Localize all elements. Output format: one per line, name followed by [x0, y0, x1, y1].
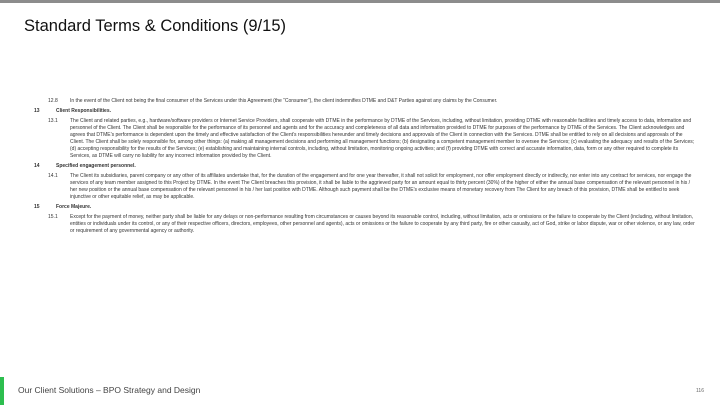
clause-12-8 [48, 98, 696, 105]
clause-number: 14.1 [48, 173, 58, 179]
clause-15-1 [48, 214, 696, 235]
footer-text: Our Client Solutions – BPO Strategy and Design [18, 385, 201, 395]
footer-accent-bar [0, 377, 4, 405]
section-title: Client Responsibilities. [56, 108, 112, 114]
clause-text: The Client and related parties, e.g., hardware/software providers or Internet Service Providers, shall cooperate with DTME in the performance by DTME of the Services, including, without limitation, providing DTME with reasonable facilities and timely access to data, information and personnel of the Client. The Client shall be responsible for the performance of its personnel and agents and for the accuracy and completeness of all data and information provided to DTME for purposes of the performance by DTME of the Services. The Client acknowledges and agrees that DTME’s performance is dependent upon the timely and effective satisfaction of the Client’s responsibilities hereunder and timely decisions and approvals of the Client in connection with the Services. DTME shall be entitled to rely on all decisions and approvals of the Client. The Client shall be solely responsible for, among other things: (a) making all management decisions and performing all management functions; (b) designating a competent management member to oversee the Services; (c) evaluating the adequacy and results of the Services; (d) accepting responsibility for the results of the Services; (e) establishing and maintaining internal controls, including, without limitation, monitoring ongoing activities; and (f) providing DTME with correct and accurate information, data, form or any other required to complete its Services, as DTME will carry no liability for any incorrect information provided by the Client. [70, 118, 695, 159]
page-title: Standard Terms & Conditions (9/15) [24, 17, 286, 35]
section-number: 13 [34, 108, 40, 114]
clause-text: The Client its subsidiaries, parent company or any other of its affiliates undertake that, for the duration of the engagement and for one year thereafter, it shall not solicit for employment, nor offer employment directly or indirectly, nor enter into any contract for services, nor engage the services of any team member assigned to this Project by DTME. In the event The Client breaches this provision, it shall be liable to the aggrieved party for an amount equal to thirty percent (30%) of the higher of either the annual base compensation of the relevant personnel in his / her new position or the annual base compensation of the relevant personnel in his / her last position with DTME. Although such payment shall be the DTME’s exclusive means of monetary recovery from The Client for any breach of this provision, DTME shall be entitled to seek injunctive or other equitable relief, as may be applicable. [70, 173, 692, 200]
section-13-heading [34, 108, 696, 115]
clause-number: 13.1 [48, 118, 58, 124]
clause-text: Except for the payment of money, neither party shall be liable for any delays or non-performance resulting from circumstances or causes beyond its reasonable control, including, without limitation, acts or omissions or the failure to cooperate by the Client (including, without limitation, entities or individuals under its control, or any of their respective officers, directors, employees, other personnel and agents), acts or omissions or the failure to cooperate by any third party, fire or other casualty, act of God, strike or labor dispute, war or other violence, or any law, order or requirement of any governmental agency or authority. [70, 214, 695, 234]
page-number: 116 [696, 388, 704, 394]
section-title: Force Majeure. [56, 204, 92, 210]
top-rule [0, 0, 720, 3]
section-number: 14 [34, 163, 40, 169]
clause-text: In the event of the Client not being the final consumer of the Services under this Agreement (the “Consumer”), the client indemnifies DTME and D&T Parties against any claims by the Consumer. [70, 98, 498, 104]
section-number: 15 [34, 204, 40, 210]
clause-number: 15.1 [48, 214, 58, 220]
terms-content [34, 95, 696, 235]
clause-number: 12.8 [48, 98, 58, 104]
section-14-heading [34, 163, 696, 170]
section-15-heading [34, 204, 696, 211]
clause-13-1 [48, 118, 696, 160]
section-title: Specified engagement personnel. [56, 163, 136, 169]
clause-14-1 [48, 173, 696, 201]
